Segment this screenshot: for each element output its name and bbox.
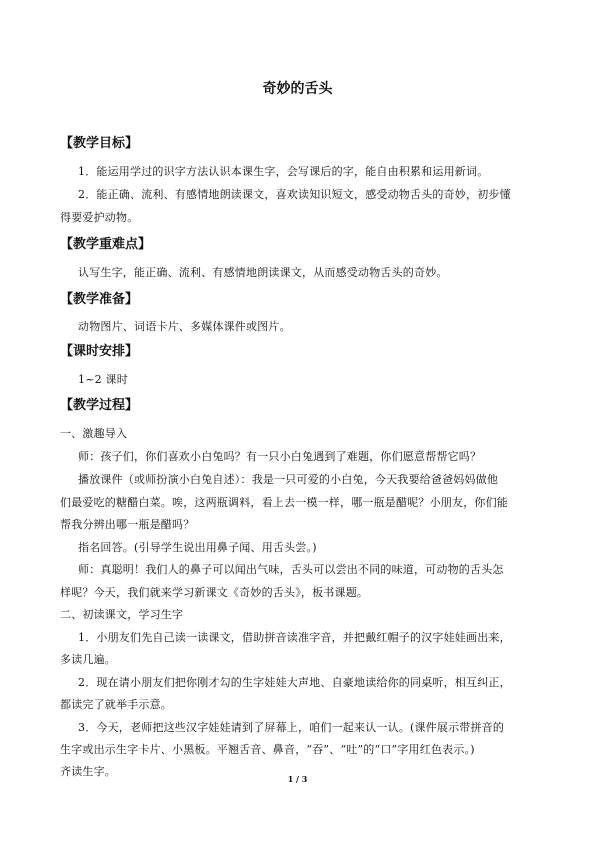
process-line: 帮我分辨出哪一瓶是醋吗？ bbox=[60, 518, 195, 531]
goal-line: 1．能运用学过的识字方法认识本课生字，会写课后的字，能自由积累和运用新词。 bbox=[78, 165, 489, 178]
goal-line: 得要爱护动物。 bbox=[60, 211, 139, 224]
process-line: 播放课件（或师扮演小白兔自述）：我是一只可爱的小白兔，今天我要给爸爸妈妈做他 bbox=[78, 473, 499, 486]
process-step-title: 二、初读课文，学习生字 bbox=[60, 608, 184, 621]
section-heading-key-points: 【教学重难点】 bbox=[60, 237, 152, 252]
process-line: 2．现在请小朋友们把你刚才勾的生字娃娃大声地、自豪地读给你的同桌听，相互纠正， bbox=[78, 676, 511, 689]
page-title: 奇妙的舌头 bbox=[262, 81, 333, 97]
section-heading-process: 【教学过程】 bbox=[60, 398, 139, 413]
process-line: 3．今天，老师把这些汉字娃娃请到了屏幕上，咱们一起来认一认。(课件展示带拼音的 bbox=[78, 721, 505, 734]
schedule-line: 1~2 课时 bbox=[78, 373, 128, 386]
process-line: 多读几遍。 bbox=[60, 653, 116, 666]
process-step-title: 一、激趣导入 bbox=[60, 427, 128, 440]
process-line: 指名回答。(引导学生说出用鼻子闻、用舌头尝。) bbox=[78, 541, 317, 554]
process-line: 齐读生字。 bbox=[60, 765, 116, 778]
goal-line: 2．能正确、流利、有感情地朗读课文，喜欢读知识短文，感受动物舌头的奇妙，初步懂 bbox=[78, 188, 511, 201]
process-line: 样呢？今天，我们就来学习新课文《奇妙的舌头》，板书课题。 bbox=[60, 586, 369, 599]
preparation-line: 动物图片、词语卡片、多媒体课件或图片。 bbox=[78, 320, 291, 333]
process-line: 生字或出示生字卡片、小黑板。平翘舌音、鼻音，“吞”、“吐”的“口”字用红色表示。) bbox=[60, 743, 475, 756]
process-line: 1．小朋友们先自己读一读课文，借助拼音读准字音，并把戴红帽子的汉字娃娃画出来， bbox=[78, 631, 511, 644]
process-line: 师：真聪明！我们人的鼻子可以闻出气味，舌头可以尝出不同的味道，可动物的舌头怎 bbox=[78, 563, 504, 576]
process-line: 们最爱吃的糖醋白菜。唉，这两瓶调料，看上去一模一样，哪一瓶是醋呢？小朋友，你们能 bbox=[60, 496, 508, 509]
section-heading-goals: 【教学目标】 bbox=[60, 136, 139, 151]
process-line: 师：孩子们，你们喜欢小白兔吗？有一只小白兔遇到了难题，你们愿意帮帮它吗？ bbox=[78, 450, 482, 463]
key-point-line: 认写生字，能正确、流利、有感情地朗读课文，从而感受动物舌头的奇妙。 bbox=[78, 266, 448, 279]
section-heading-schedule: 【课时安排】 bbox=[60, 344, 139, 359]
page-number: 1 / 3 bbox=[287, 774, 308, 784]
process-line: 都读完了就举手示意。 bbox=[60, 698, 172, 711]
section-heading-preparation: 【教学准备】 bbox=[60, 292, 139, 307]
